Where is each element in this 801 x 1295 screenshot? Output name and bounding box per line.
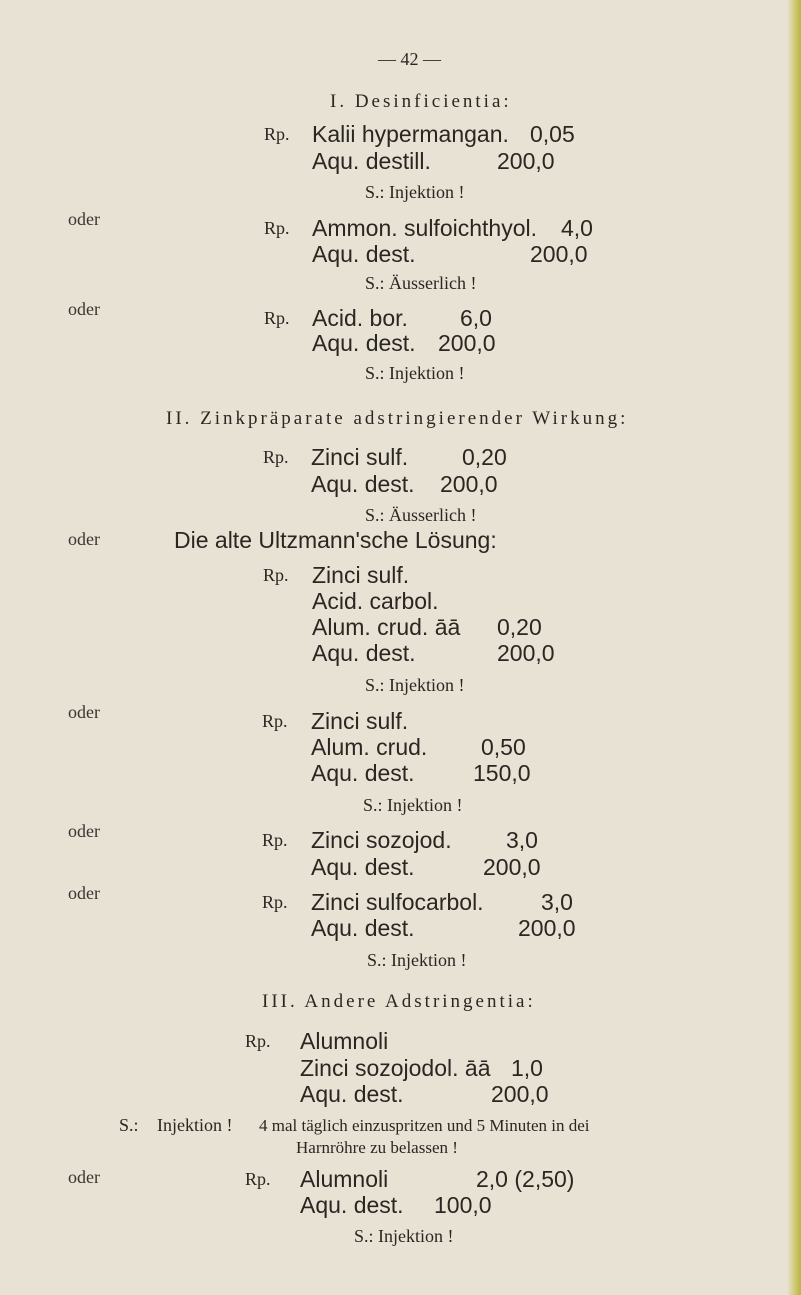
signatura: S.: Injektion ! (365, 182, 465, 202)
ingredient-name: Alum. crud. (311, 734, 428, 760)
ingredient-name: Kalii hypermangan. (312, 121, 509, 147)
ingredient-name: Alum. crud. āā (312, 614, 461, 640)
signatura: S.: Injektion ! (367, 950, 467, 970)
section-heading-desinficientia: I. Desinficientia: (330, 91, 512, 112)
ingredient-name: Zinci sulf. (311, 444, 409, 470)
ingredient-amount: 4,0 (561, 215, 593, 241)
page-number: — 42 — (378, 49, 441, 69)
ingredient-name: Zinci sulf. (311, 708, 409, 734)
ingredient-amount: 100,0 (434, 1192, 492, 1218)
rp-label: Rp. (262, 830, 288, 850)
ingredient-amount: 200,0 (530, 241, 588, 267)
ingredient-name: Aqu. dest. (312, 330, 416, 356)
ingredient-name: Aqu. destill. (312, 148, 431, 174)
ingredient-amount: 200,0 (483, 854, 541, 880)
ingredient-name: Zinci sozojod. (311, 827, 452, 853)
ingredient-name: Acid. carbol. (312, 588, 439, 614)
signatura: S.: Äusserlich ! (365, 273, 477, 293)
ingredient-amount: 200,0 (440, 471, 498, 497)
margin-oder: oder (68, 529, 100, 549)
ingredient-name: Alumnoli (300, 1166, 389, 1192)
ingredient-amount: 6,0 (460, 305, 492, 331)
signatura-text-continued: Harnröhre zu belassen ! (296, 1138, 458, 1157)
ingredient-name: Aqu. dest. (300, 1192, 404, 1218)
ingredient-amount: 150,0 (473, 760, 531, 786)
ingredient-name: Aqu. dest. (311, 760, 415, 786)
ingredient-name: Aqu. dest. (312, 640, 416, 666)
signatura: S.: Injektion ! (365, 675, 465, 695)
rp-label: Rp. (263, 565, 289, 585)
ingredient-name: Aqu. dest. (300, 1081, 404, 1107)
margin-oder: oder (68, 209, 100, 229)
ingredient-amount: 200,0 (518, 915, 576, 941)
section-heading-zinkpraeparate: II. Zinkpräparate adstringierender Wirkung: (166, 408, 629, 429)
margin-oder: oder (68, 883, 100, 903)
ingredient-name: Aqu. dest. (311, 854, 415, 880)
rp-label: Rp. (263, 447, 289, 467)
ingredient-amount: 3,0 (541, 889, 573, 915)
ingredient-amount: 0,20 (497, 614, 542, 640)
signatura-word: Injektion ! (157, 1115, 233, 1135)
rp-label: Rp. (264, 124, 290, 144)
margin-oder: oder (68, 702, 100, 722)
signatura: S.: Injektion ! (354, 1226, 454, 1246)
ingredient-amount: 2,0 (2,50) (476, 1166, 575, 1192)
margin-oder: oder (68, 1167, 100, 1187)
ingredient-name: Ammon. sulfoichthyol. (312, 215, 537, 241)
rp-label: Rp. (245, 1169, 271, 1189)
ingredient-amount: 200,0 (491, 1081, 549, 1107)
ingredient-name: Alumnoli (300, 1028, 389, 1054)
ingredient-name: Zinci sozojodol. āā (300, 1055, 491, 1081)
margin-oder: oder (68, 299, 100, 319)
signatura: S.: Äusserlich ! (365, 505, 477, 525)
ingredient-name: Acid. bor. (312, 305, 408, 331)
ingredient-amount: 1,0 (511, 1055, 543, 1081)
margin-oder: oder (68, 821, 100, 841)
rp-label: Rp. (262, 711, 288, 731)
rp-label: Rp. (264, 308, 290, 328)
ingredient-amount: 200,0 (438, 330, 496, 356)
ingredient-amount: 200,0 (497, 640, 555, 666)
signatura-text: 4 mal täglich einzuspritzen und 5 Minuten in dei (259, 1116, 590, 1135)
ultzmann-title: Die alte Ultzmann'sche Lösung: (174, 527, 497, 553)
page-edge (787, 0, 801, 1295)
section-heading-andere: III. Andere Adstringentia: (262, 991, 536, 1012)
ingredient-amount: 200,0 (497, 148, 555, 174)
ingredient-amount: 3,0 (506, 827, 538, 853)
signatura-label: S.: (119, 1115, 139, 1135)
signatura: S.: Injektion ! (363, 795, 463, 815)
rp-label: Rp. (264, 218, 290, 238)
rp-label: Rp. (262, 892, 288, 912)
ingredient-name: Zinci sulfocarbol. (311, 889, 484, 915)
signatura: S.: Injektion ! (365, 363, 465, 383)
ingredient-amount: 0,05 (530, 121, 575, 147)
rp-label: Rp. (245, 1031, 271, 1051)
ingredient-name: Aqu. dest. (312, 241, 416, 267)
ingredient-name: Aqu. dest. (311, 915, 415, 941)
ingredient-amount: 0,20 (462, 444, 507, 470)
ingredient-name: Aqu. dest. (311, 471, 415, 497)
ingredient-amount: 0,50 (481, 734, 526, 760)
ingredient-name: Zinci sulf. (312, 562, 410, 588)
